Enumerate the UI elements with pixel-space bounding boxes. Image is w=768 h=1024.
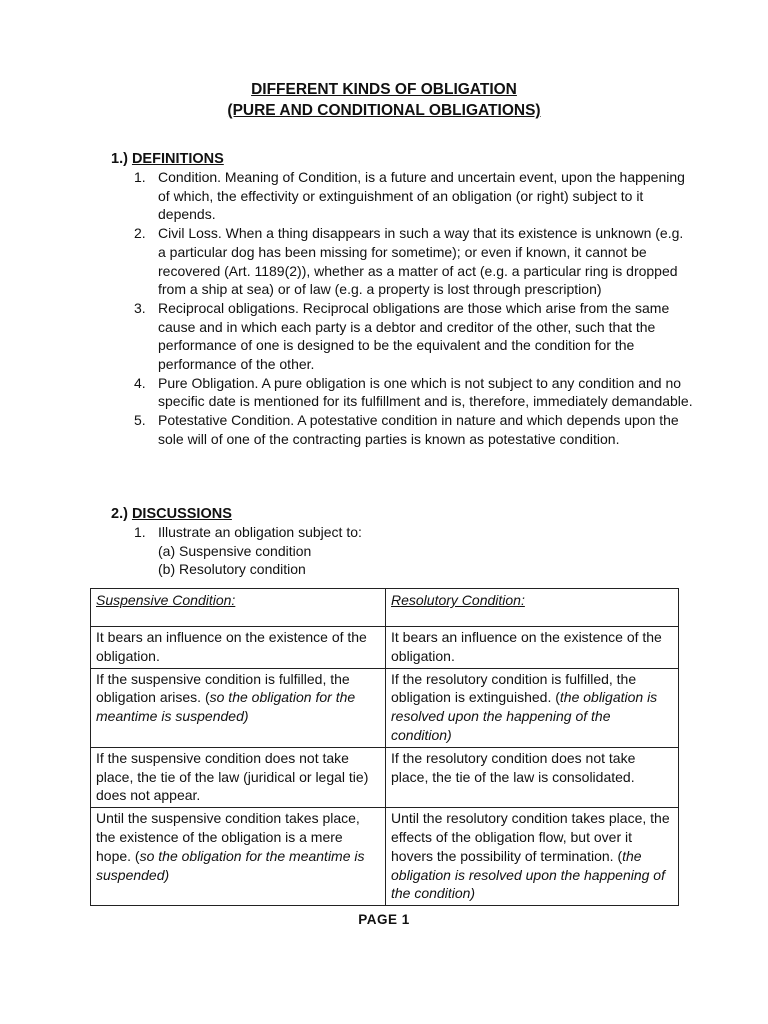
table-cell: Until the resolutory condition takes place, the effects of the obligation flow, but over it hovers the possibility of termination. (the obligation is resolved upon the happening of the condition) [386,808,679,906]
definition-text: Civil Loss. When a thing disappears in such a way that its existence is unknown (e.g. a particular dog has been missing for sometime); or even if known, it cannot be recovered (Art. 1189(2)), whether as a matter of act (e.g. a particular ring is dropped from a ship at sea) or of law (e.g. a property is lost through prescription) [158,225,684,298]
page-footer: PAGE 1 [358,912,410,927]
table-header-row [91,589,679,627]
definition-text: Condition. Meaning of Condition, is a future and uncertain event, upon the happening of which, the effectivity or extinguishment of an obligation (or right) subject to it depends. [158,169,685,223]
definition-text: Reciprocal obligations. Reciprocal obligations are those which arise from the same cause and in which each party is a debtor and creditor of the other, such that the performance of one is designed to be the equivalent and the condition for the performance of the other. [158,299,670,373]
section-1-title: DEFINITIONS [131,151,224,167]
definition-item [134,299,694,374]
table-cell: If the resolutory condition does not take place, the tie of the law is consolidated. [386,747,679,807]
definition-number: 3. [134,299,146,316]
definition-text: Potestative Condition. A potestative condition in nature and which depends upon the sole will of one of the contracting parties is known as potestative condition. [158,412,679,447]
section-2-number: 2.) [111,506,128,522]
section-1-heading [111,150,224,168]
definition-number: 4. [134,374,146,391]
title-line-2: (PURE AND CONDITIONAL OBLIGATIONS) [227,102,541,119]
discussion-block [134,523,694,579]
discussion-item [134,523,694,542]
definition-item [134,168,694,224]
sub-a-text: (a) Suspensive condition [158,542,312,559]
header-cell-suspensive: Suspensive Condition: [91,589,386,627]
definition-number: 1. [134,169,146,185]
table-row [91,808,679,906]
table-row [91,747,679,807]
table-cell: If the resolutory condition is fulfilled, the obligation is extinguished. (the obligation is resolved upon the happening of the condition) [386,668,679,747]
table-cell: It bears an influence on the existence of the obligation. [386,627,679,669]
definition-number: 2. [134,225,146,242]
table-cell: If the suspensive condition is fulfilled, the obligation arises. (so the obligation for the meantime is suspended) [91,668,386,747]
table-cell: It bears an influence on the existence of the obligation. [91,627,386,669]
section-1-number: 1.) [111,151,128,167]
table-cell: If the suspensive condition does not take place, the tie of the law (juridical or legal tie) does not appear. [91,747,386,807]
discussion-sub-b [134,560,694,579]
definition-item [134,374,694,411]
table-row [91,668,679,747]
definition-number: 5. [134,412,146,429]
sub-b-text: (b) Resolutory condition [158,561,306,578]
definition-item [134,224,694,299]
header-cell-resolutory: Resolutory Condition: [386,589,679,627]
discussion-text: Illustrate an obligation subject to: [158,524,362,540]
title-line-1: DIFFERENT KINDS OF OBLIGATION [251,81,517,98]
definition-item [134,411,694,448]
table-row [91,627,679,669]
section-2-heading [111,505,232,523]
discussion-sub-a [134,542,694,561]
table-cell: Until the suspensive condition takes place, the existence of the obligation is a mere hope. (so the obligation for the meantime is suspended) [91,808,386,906]
conditions-table [90,588,679,906]
discussion-number: 1. [134,524,146,540]
section-2-title: DISCUSSIONS [131,506,232,522]
definitions-list [134,168,694,449]
definition-text: Pure Obligation. A pure obligation is one which is not subject to any condition and no specific date is mentioned for its fulfillment and is, therefore, immediately demandable. [158,374,693,410]
